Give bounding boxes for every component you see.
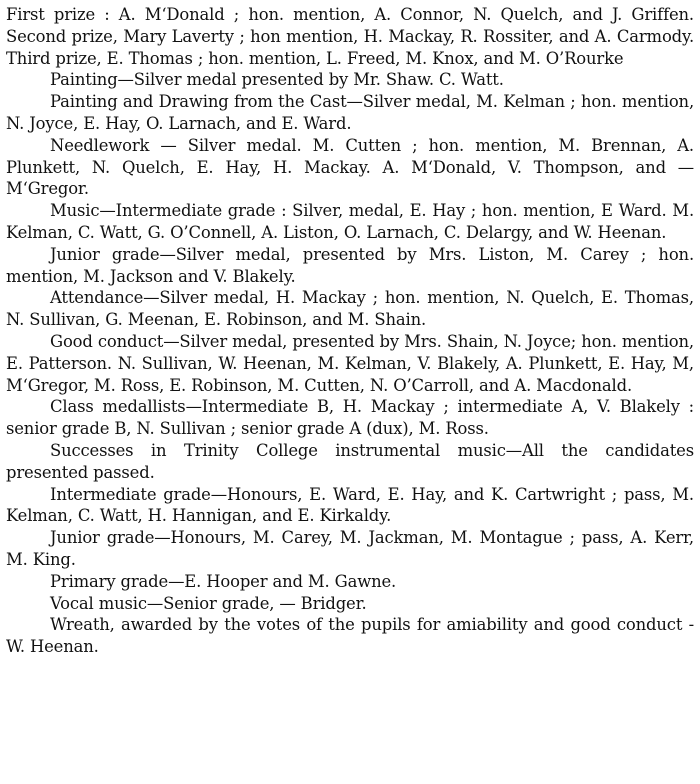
painting-drawing-paragraph: Painting and Drawing from the Cast—Silver medal, M. Kelman ; hon. mention, N. Joyce, E. Hay, O. Larnach, and E. Ward. xyxy=(6,92,694,133)
junior-grade-paragraph: Junior grade—Silver medal, presented by Mrs. Liston, M. Carey ; hon. mention, M. Jackson and V. Blakely. xyxy=(6,244,694,286)
primary-grade-paragraph: Primary grade—E. Hooper and M. Gawne. xyxy=(50,571,397,591)
intermediate-grade-paragraph: Intermediate grade—Honours, E. Ward, E. Hay, and K. Cartwright ; pass, M. Kelman, C. Watt, H. Hannigan, and E. Kirkaldy. xyxy=(6,484,694,526)
class-medallists-paragraph: Class medallists—Intermediate B, H. Mackay ; intermediate A, V. Blakely : senior grade B, N. Sullivan ; senior grade A (dux), M. Ross. xyxy=(6,397,694,439)
junior-grade-honours-paragraph: Junior grade—Honours, M. Carey, M. Jackman, M. Montague ; pass, A. Kerr, M. King. xyxy=(6,528,694,569)
needlework-paragraph: Needlework — Silver medal. M. Cutten ; hon. mention, M. Brennan, A. Plunkett, N. Quelch, E. Hay, H. Mackay. A. M‘Donald, V. Thompson, and — M‘Gregor. xyxy=(6,135,694,199)
vocal-music-paragraph: Vocal music—Senior grade, — Bridger. xyxy=(50,593,367,613)
music-intermediate-paragraph: Music—Intermediate grade : Silver, medal, E. Hay ; hon. mention, E Ward. M. Kelman, C. Watt, G. O’Connell, A. Liston, O. Larnach, C. Delargy, and W. Heenan. xyxy=(6,201,694,242)
prize-list-paragraph: First prize : A. M‘Donald ; hon. mention, A. Connor, N. Quelch, and J. Griffen. Second prize, Mary Laverty ; hon mention, H. Mackay, R. Rossiter, and A. Carmody. Third prize, E. Thomas ; hon. mention, L. Freed, M. Knox, and M. O’Rourke xyxy=(6,5,694,68)
painting-paragraph: Painting—Silver medal presented by Mr. Shaw. C. Watt. xyxy=(50,70,504,90)
trinity-college-paragraph: Successes in Trinity College instrumental music—All the candidates presented passed. xyxy=(6,440,694,482)
wreath-paragraph: Wreath, awarded by the votes of the pupils for amiability and good conduct - W. Heenan. xyxy=(6,615,694,657)
attendance-paragraph: Attendance—Silver medal, H. Mackay ; hon. mention, N. Quelch, E. Thomas, N. Sullivan, G. Meenan, E. Robinson, and M. Shain. xyxy=(6,288,694,330)
good-conduct-paragraph: Good conduct—Silver medal, presented by Mrs. Shain, N. Joyce; hon. mention, E. Patterson. N. Sullivan, W. Heenan, M. Kelman, V. Blakely, A. Plunkett, E. Hay, M, M‘Gregor, M. Ross, E. Robinson, M. Cutten, N. O’Carroll, and A. Macdonald. xyxy=(6,331,694,395)
